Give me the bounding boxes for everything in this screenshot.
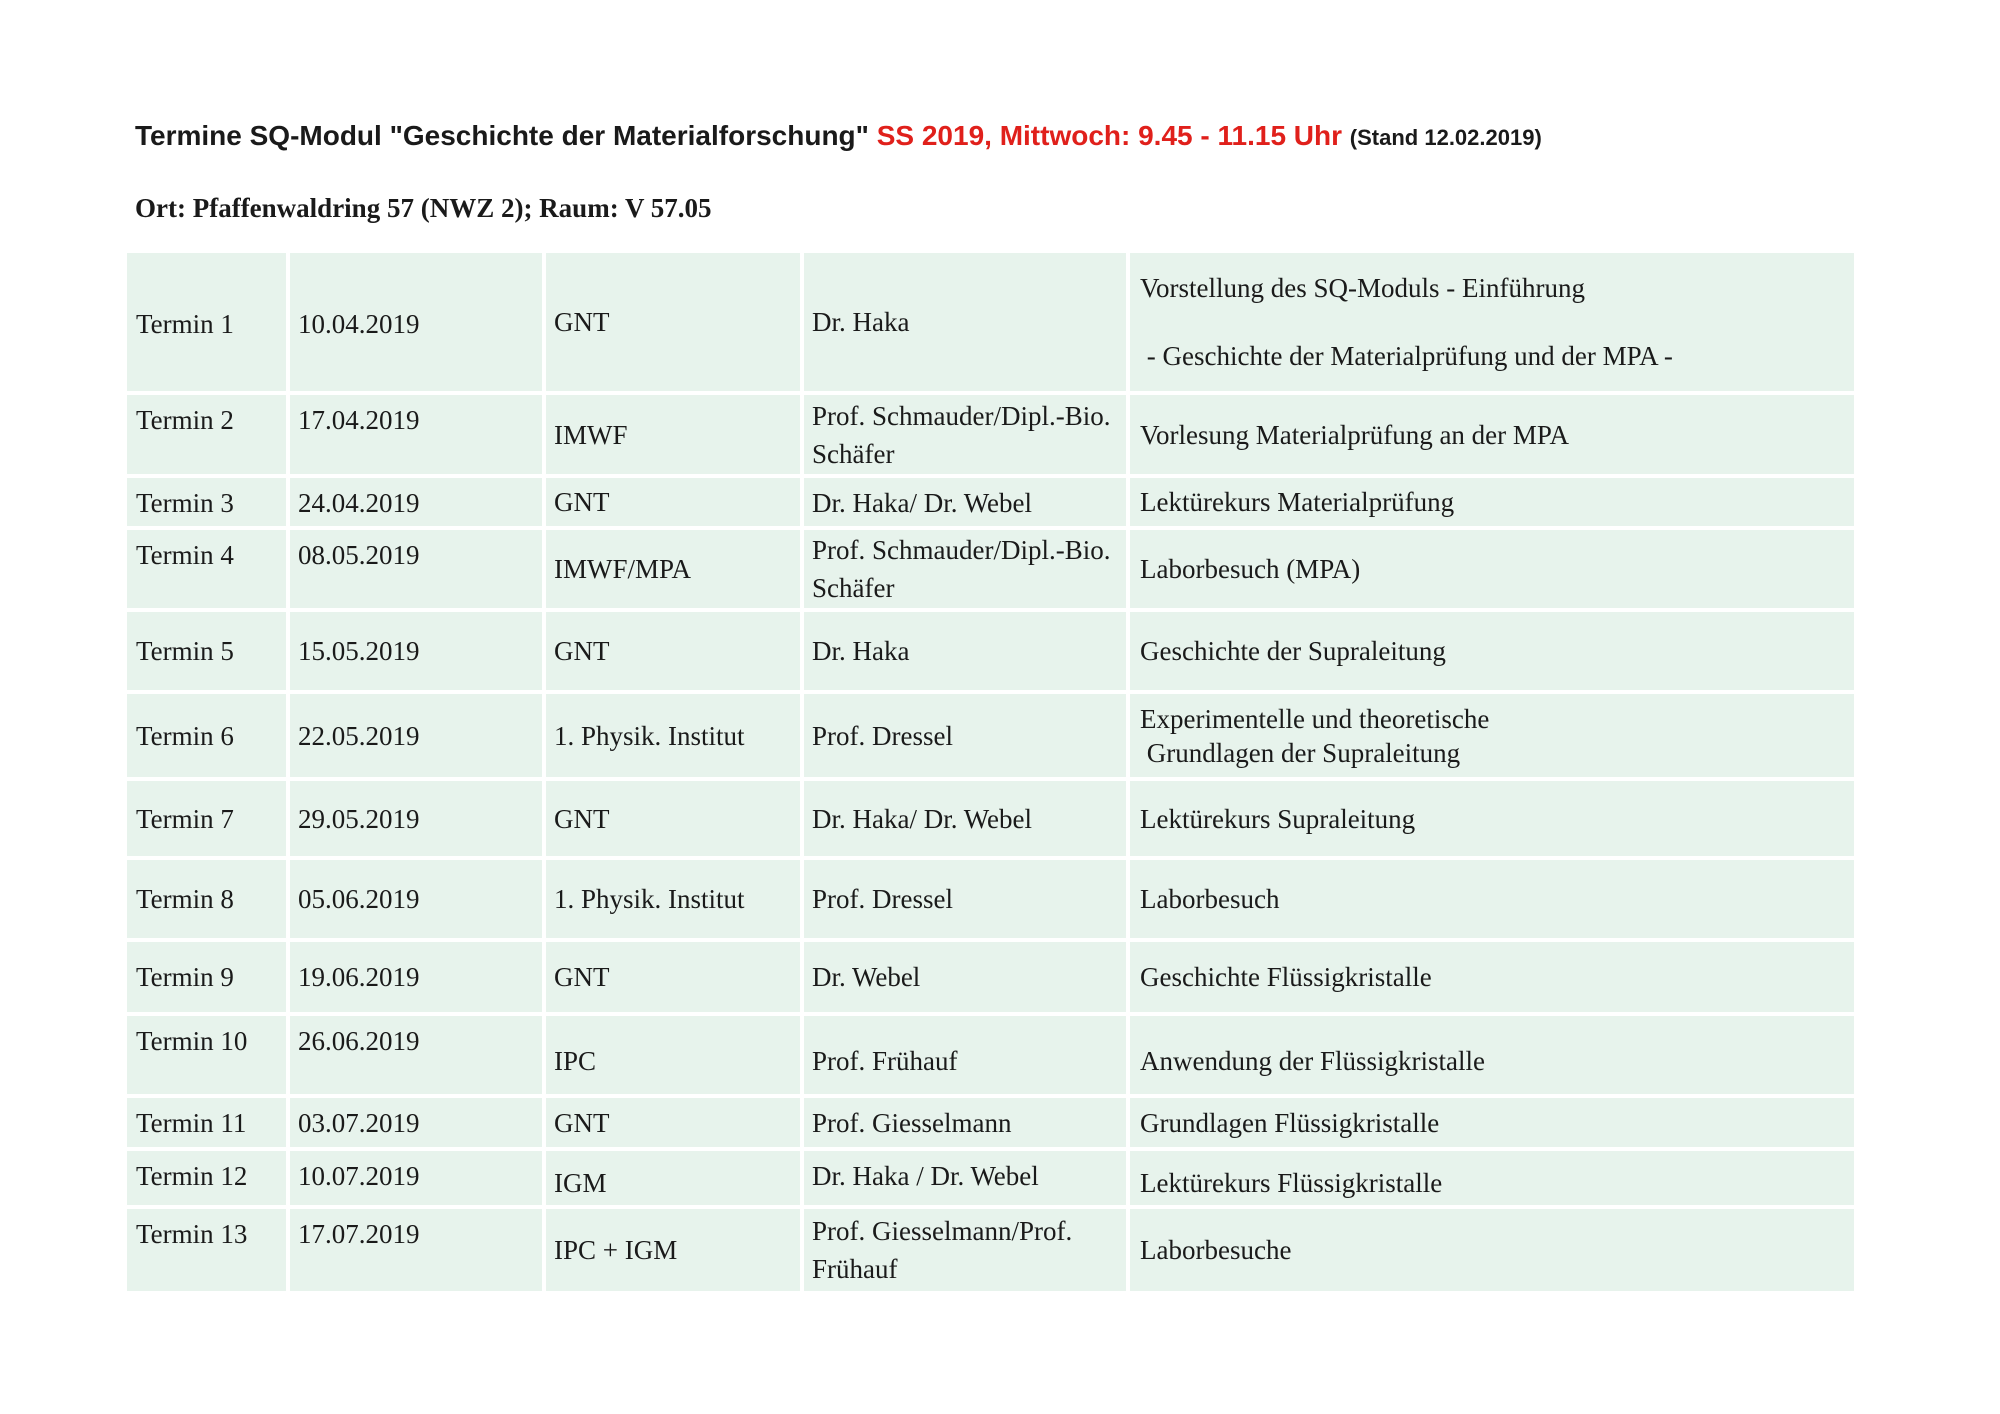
lecturer-cell: Dr. Haka/ Dr. Webel [804,478,1130,530]
topic-cell [1130,253,1854,395]
table-row [127,860,1854,942]
table-row [127,1209,1854,1291]
lecturer-cell: Dr. Webel [804,942,1130,1016]
institute-cell: IGM [546,1151,804,1209]
topic-line: - Geschichte der Materialprüfung und der MPA - [1140,341,1673,371]
termin-cell: Termin 8 [127,860,290,942]
date-cell: 05.06.2019 [290,860,546,942]
topic-cell [1130,694,1854,781]
date-cell: 26.06.2019 [290,1016,546,1098]
topic-cell: Lektürekurs Materialprüfung [1130,478,1854,530]
lecturer-line: Prof. Frühauf [812,1216,1073,1284]
title-stand-date: (Stand 12.02.2019) [1349,125,1542,150]
table-row [127,612,1854,694]
schedule-body [127,253,1854,1291]
institute-cell: IMWF [546,395,804,478]
date-cell: 22.05.2019 [290,694,546,781]
table-row [127,395,1854,478]
termin-cell [127,253,290,395]
termin-cell: Termin 4 [127,530,290,612]
date-cell: 17.04.2019 [290,395,546,478]
lecturer-line: Prof. Schmauder/ [812,400,1001,431]
location-line: Ort: Pfaffenwaldring 57 (NWZ 2); Raum: V 57.05 [135,193,712,223]
table-row [127,942,1854,1016]
topic-cell: Anwendung der Flüssigkristalle [1130,1016,1854,1098]
lecturer-cell: Prof. Frühauf [804,1016,1130,1098]
date-cell: 19.06.2019 [290,942,546,1016]
lecturer-line: Dipl.-Bio. Schäfer [812,400,1111,469]
lecturer-cell: Prof. Dressel [804,860,1130,942]
table-row [127,694,1854,781]
lecturer-cell: Dr. Haka / Dr. Webel [804,1151,1130,1209]
institute-cell: GNT [546,612,804,694]
lecturer-cell [804,253,1130,395]
lecturer-cell [804,530,1130,612]
table-row [127,478,1854,530]
lecturer-line: Dipl.-Bio. Schäfer [812,535,1111,603]
topic-line: Grundlagen der Supraleitung [1140,737,1461,768]
date-cell: 03.07.2019 [290,1098,546,1151]
topic-cell: Lektürekurs Flüssigkristalle [1130,1151,1854,1209]
table-row [127,1098,1854,1151]
termin-cell: Termin 2 [127,395,290,478]
topic-cell: Laborbesuche [1130,1209,1854,1291]
institute-cell: IPC [546,1016,804,1098]
table-row [127,1151,1854,1209]
lecturer-line: Prof. Giesselmann/ [812,1216,1019,1246]
institute-cell: GNT [546,781,804,860]
date-cell: 17.07.2019 [290,1209,546,1291]
termin-cell: Termin 10 [127,1016,290,1098]
lecturer-cell: Prof. Dressel [804,694,1130,781]
page-title [135,118,1542,156]
topic-cell: Laborbesuch [1130,860,1854,942]
termin-cell: Termin 9 [127,942,290,1016]
table-row [127,1016,1854,1098]
date-cell: 15.05.2019 [290,612,546,694]
lecturer-cell: Prof. Giesselmann [804,1098,1130,1151]
termin-cell: Termin 5 [127,612,290,694]
termin-cell: Termin 3 [127,478,290,530]
date-cell: 10.07.2019 [290,1151,546,1209]
topic-cell: Laborbesuch (MPA) [1130,530,1854,612]
topic-cell: Lektürekurs Supraleitung [1130,781,1854,860]
table-row [127,781,1854,860]
lecturer-cell: Dr. Haka [804,612,1130,694]
topic-cell: Vorlesung Materialprüfung an der MPA [1130,395,1854,478]
institute-cell: IPC + IGM [546,1209,804,1291]
institute-cell: GNT [546,1098,804,1151]
title-main: Termine SQ-Modul "Geschichte der Materialforschung" [135,120,869,151]
table-row [127,253,1854,395]
lecturer-cell [804,1209,1130,1291]
date-cell: 08.05.2019 [290,530,546,612]
date-cell [290,253,546,395]
termin-cell: Termin 6 [127,694,290,781]
topic-cell: Grundlagen Flüssigkristalle [1130,1098,1854,1151]
date-value: 10.04.2019 [298,309,420,339]
institute-cell: 1. Physik. Institut [546,860,804,942]
date-cell: 24.04.2019 [290,478,546,530]
termin-label: Termin 1 [136,309,234,339]
table-row [127,530,1854,612]
topic-line: Vorstellung des SQ-Moduls - Einführung [1140,273,1585,303]
termin-cell: Termin 7 [127,781,290,860]
lecturer-cell [804,395,1130,478]
topic-cell: Geschichte Flüssigkristalle [1130,942,1854,1016]
institute-cell: IMWF/MPA [546,530,804,612]
date-cell: 29.05.2019 [290,781,546,860]
termin-cell: Termin 13 [127,1209,290,1291]
termin-cell: Termin 12 [127,1151,290,1209]
title-semester-time: SS 2019, Mittwoch: 9.45 - 11.15 Uhr [876,120,1343,151]
institute-cell: GNT [546,942,804,1016]
institute-cell: 1. Physik. Institut [546,694,804,781]
schedule-table [127,253,1854,1291]
institute-cell: GNT [546,253,804,395]
institute-cell: GNT [546,478,804,530]
lecturer-cell: Dr. Haka/ Dr. Webel [804,781,1130,860]
topic-line: Experimentelle und theoretische [1140,703,1490,734]
topic-cell: Geschichte der Supraleitung [1130,612,1854,694]
termin-cell: Termin 11 [127,1098,290,1151]
lecturer-line: Dr. Haka [812,307,910,337]
lecturer-line: Prof. Schmauder/ [812,535,1001,565]
